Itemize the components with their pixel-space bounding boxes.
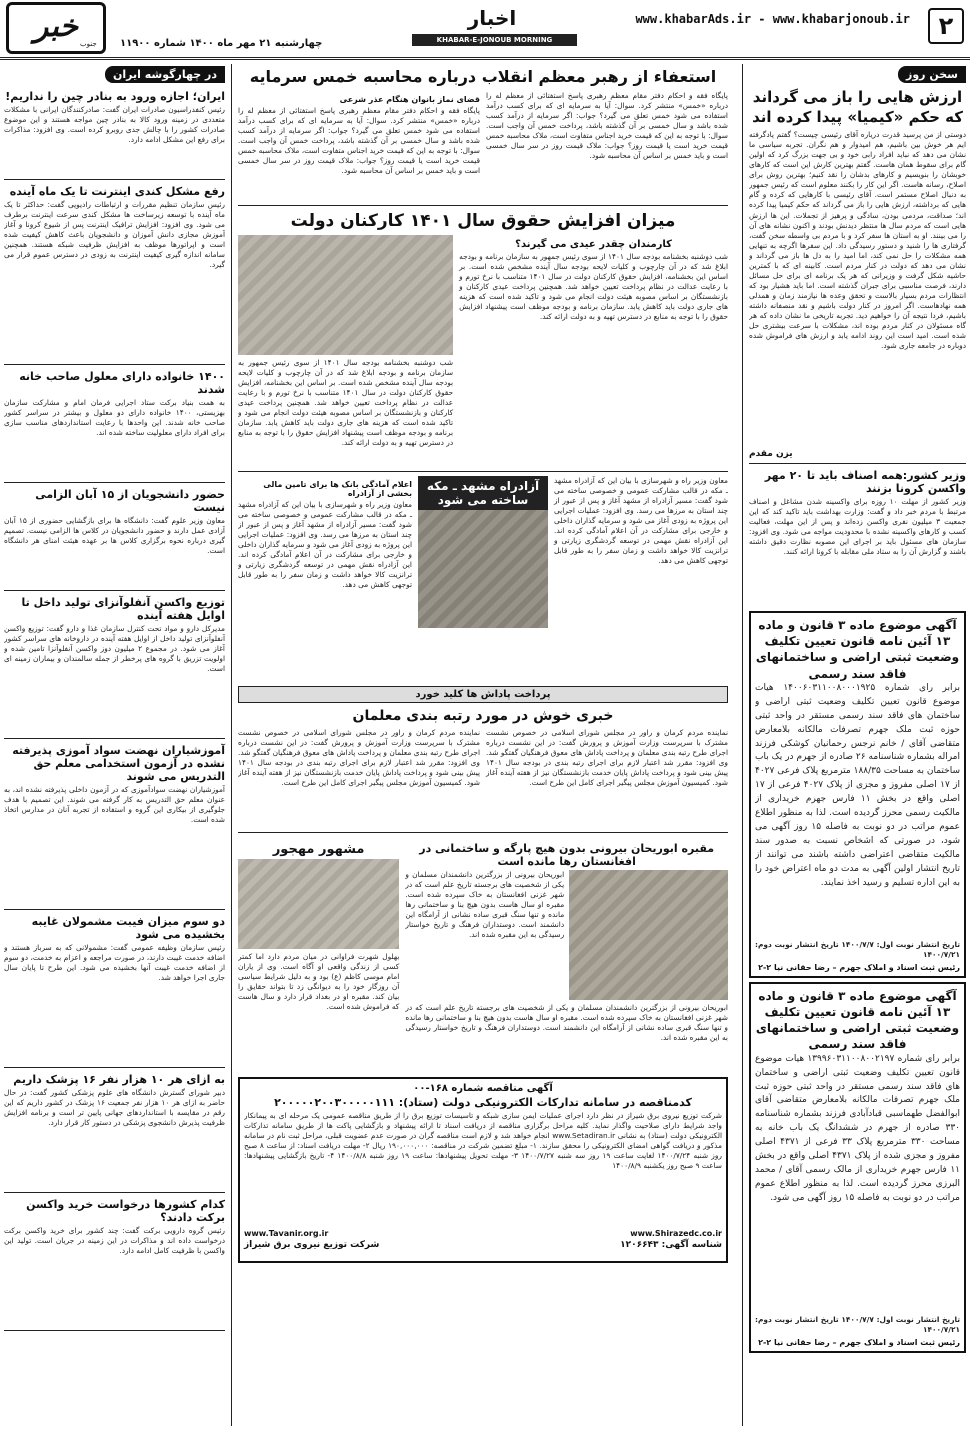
lead-subhead: قضای نماز بانوان هنگام عذر شرعی — [339, 94, 480, 104]
lead-body: پایگاه فقه و احکام دفتر مقام معظم رهبری پاسخ استفتائی از معظم له را درباره «خمس» منتشر کرد. سوال: آیا به سرمایه ای که برای کسب درآمد استفاده می شود خمس تعلق می گیرد؟ جواب: اگر سرمایه از درآمد کسب شده باشد و سال خمسی بر آن گذشته باشد، پرداخت خمس آن واجب است. سوال: با توجه به این که قیمت خرید اجناس متفاوت است، ملاک محاسبه خمس قیمت خرید است یا قیمت روز؟ جواب: ملاک قیمت روز در سر سال خمسی است و باید خمس بر اساس آن محاسبه شود. — [486, 90, 728, 161]
left-news-body: به همت بنیاد برکت ستاد اجرایی فرمان امام و مشارکت سازمان بهزیستی، ۱۴۰۰ خانواده دارای دو معلول و بیشتر در سراسر کشور صاحب خانه شدند. این واحدها با رعایت استانداردهای مناسب سازی برای افراد دارای معلولیت ساخته شده اند. — [4, 398, 225, 438]
masthead — [0, 0, 970, 60]
left-news-item — [4, 488, 225, 591]
left-news-title: رفع مشکل کندی اینترنت تا یک ماه آینده — [9, 185, 225, 198]
left-news-title: ۱۴۰۰ خانواده دارای معلول صاحب خانه شدند — [19, 370, 225, 396]
mashhad-body-cont: معاون وزیر راه و شهرسازی با بیان این که آزادراه مشهد ـ مکه در قالب مشارکت عمومی و خصوصی ساخته می شود گفت: مسیر آزادراه از مشهد آغاز و پس از عبور از چند استان به مرزها می رسد. وی افزود: عملیات اجرایی این پروژه به زودی آغاز می شود و سرمایه گذاران داخلی و خارجی برای مشارکت در آن اعلام آمادگی کرده اند. این آزادراه نقش مهمی در توسعه گردشگری زیارتی و ترانزیت کالا خواهد داشت و زمان سفر را به طور قابل توجهی کاهش می دهد. — [238, 499, 412, 590]
tomb-body-cont: ابوریحان بیرونی از بزرگترین دانشمندان مسلمان و یکی از شخصیت های برجسته تاریخ علم است که در شهر غزنی افغانستان به خاک سپرده شده است. مقبره او سال هاست بدون هیچ بنا و ساختمانی رها مانده و تنها سنگ قبری ساده نشانی از آرامگاه این دانشمند است. دوستداران فرهنگ و تاریخ خواستار رسیدگی به این مقبره شده اند. — [405, 1003, 728, 1043]
vaccine-title: وزیر کشور:همه اصناف باید تا ۲۰ مهر واکسن کرونا بزنند — [764, 469, 966, 495]
editorial-body: دوستی از من پرسید قدرت دریاره آقای رئیسی چیست؟ گفتم یادگرفته ایم هر خوش بین باشیم، هم امیدوار و هم نگران. تجربه سیاسی ما نشان می دهد که نباید افراد رابی خود و بی جهت بزرگ کرد که اولین گام برای سقوط همان هاست. گفتم بهترین کارش این است که کارهای خوبشان را بنویسیم و کارهای بدشان را نقد کنیم؛ بهترین روش برای اصلاح، رسانه هاست. اگر این کار را بکنند معلوم است که رئیس جمهور به دنبال اصلاح مستمر است. آقای رئیسی با کارهایی که کرده و گام هایی که برداشته، ارزش هایی را باز می گرداند که حکم کیمیا پیدا کرده اند؛ صداقت، مردمی بودن، سادگی و پرهیز از تجملات. این ها ارزش هایی است که مردم سال ها منتظر دیدنش بودند و اکنون نشانه های آن را می بینند. او به استان ها سفر کرد و با مردم بی واسطه سخن گفت، گرفتاری ها را شنید و دستور رسیدگی داد. این سفرها اگرچه به تنهایی همه مشکلات را حل نمی کند، اما امید را به دل ها باز می گرداند و نشان می دهد که دولت در کنار مردم است. کابینه ای که با کمترین حاشیه شکل گرفت و وزیرانی که هر یک برنامه ای برای حل مسائل دارند، فرصت مناسبی برای جبران گذشته است. اما باید هشیار بود که انتظارات مردم بسیار بالاست و تحقق وعده ها نیازمند زمان و همدلی همه نهادهاست. اگر امروز در کنار دولت باشیم و نقد منصفانه داشته باشیم، فردا نتیجه آن را خواهیم دید. تجربه تاریخی ما نشان داده که هر گاه مسئولان در کنار مردم بوده اند، مشکلات با سرعت بیشتری حل شده است. امید است این روند ادامه یابد و ارزش های فراموش شده دوباره در جامعه جاری شود. — [749, 130, 966, 351]
salary-body-cont: شب دوشنبه بخشنامه بودجه سال ۱۴۰۱ از سوی رئیس جمهور به سازمان برنامه و بودجه ابلاغ شد که در آن چارچوب و کلیات لایحه بودجه سال آینده مشخص شده است. بر اساس این بخشنامه، افزایش حقوق کارکنان دولت در سال ۱۴۰۱ متناسب با نرخ تورم و با رعایت عدالت در نظام پرداخت تعیین خواهد شد. همچنین پرداخت عیدی کارکنان و بازنشستگان بر اساس مصوبه هیئت دولت انجام می شود و تاکید شده است که هزینه های جاری دولت باید کاهش یابد. سازمان برنامه و بودجه موظف است پیشنهاد افزایش حقوق را با توجه به منابع در دسترس تهیه و به دولت ارائه کند. — [238, 357, 454, 448]
left-news-body: رئیس سازمان وظیفه عمومی گفت: مشمولانی که به سرباز هستند و اضافه خدمت غیبت دارند، در صورت مراجعه و اعزام به خدمت، دو سوم از اضافه خدمت غیبت آنها بخشیده می شود. این طرح تا پایان سال جاری اجرا خواهد شد. — [4, 943, 225, 983]
lead-title: استعفاء از رهبر معظم انقلاب درباره محاسبه خمس سرمایه — [249, 67, 717, 86]
logo-text: خبر — [33, 9, 79, 44]
logo-subtext: جنوب — [80, 40, 97, 48]
left-news-title: توزیع واکسن آنفلوآنزای تولید داخل تا اوایل هفته آینده — [21, 596, 225, 622]
left-news-item — [4, 596, 225, 739]
banknotes-photo — [238, 235, 453, 355]
mashhad-body: معاون وزیر راه و شهرسازی با بیان این که آزادراه مشهد ـ مکه در قالب مشارکت عمومی و خصوصی ساخته می شود گفت: مسیر آزادراه از مشهد آغاز و پس از عبور از چند استان به مرزها می رسد. وی افزود: عملیات اجرایی این پروژه به زودی آغاز می شود و سرمایه گذاران داخلی و خارجی برای مشارکت در آن اعلام آمادگی کرده اند. این آزادراه نقش مهمی در توسعه گردشگری زیارتی و ترانزیت کالا خواهد داشت و زمان سفر را به طور قابل توجهی کاهش می دهد. — [554, 475, 728, 566]
left-news-title: ایران؛ اجازه ورود به بنادر چین را نداریم! — [5, 90, 225, 103]
left-column — [4, 64, 232, 1426]
tender-notice — [238, 1077, 728, 1263]
left-news-item — [4, 1073, 225, 1193]
mashhad-caption: آزادراه مشهد ـ مکه ساخته می شود — [418, 476, 548, 510]
left-news-body: رئیس گروه دارویی برکت گفت: چند کشور برای خرید واکسن برکت درخواست داده اند و مذاکرات در این زمینه در جریان است. تولید این واکسن با ظرفیت کامل ادامه دارد. — [4, 1226, 225, 1256]
tender-body: شرکت توزیع نیروی برق شیراز در نظر دارد اجرای عملیات ایمن سازی شبکه و تاسیسات توزیع برق را از طریق مناقصه عمومی یک مرحله ای به پیمانکار واجد شرایط دارای صلاحیت واگذار نماید. کلیه مراحل برگزاری مناقصه از دریافت اسناد تا ارائه پیشنهاد و بازگشایی پاکت ها از طریق سامانه تدارکات الکترونیکی دولت (ستاد) به نشانی www.Setadiran.ir انجام خواهد شد و لازم است مناقصه گران در صورت عدم عضویت قبلی، مراحل ثبت نام در سامانه مذکور و دریافت گواهی امضای الکترونیکی را محقق سازند. ۱- مبلغ تضمین شرکت در مناقصه: ۱۹۰,۰۰۰,۰۰۰ ریال ۲- مهلت دریافت اسناد: از ساعت ۸ صبح روز شنبه ۱۴۰۰/۷/۲۴ لغایت ساعت ۱۹ روز سه شنبه ۱۴۰۰/۷/۲۷ ۳- مهلت تحویل پیشنهادها: ساعت ۱۹ روز شنبه ۱۴۰۰/۸/۸ ۴- تاریخ بازگشایی پیشنهادها: ساعت ۹ صبح روز یکشنبه ۱۴۰۰/۸/۹ — [244, 1111, 722, 1171]
road-construction-photo — [418, 510, 548, 628]
notice-2-title: آگهی موضوع ماده ۳ قانون و ماده ۱۳ آئین نامه قانون تعیین تکلیف وضعیت ثبتی اراضی و ساختمانهای فاقد سند رسمی — [755, 988, 960, 1052]
website-urls[interactable]: www.khabarAds.ir - www.khabarjonoub.ir — [635, 12, 910, 26]
page-number: ۲ — [928, 8, 964, 44]
right-column — [742, 64, 966, 1426]
vaccine-body: وزیر کشور از مهلت ۱۰ روزه برای واکسینه شدن مشاغل و اصناف مرتبط با مردم خبر داد و گفت: وزارت بهداشت باید تاکید کند که این جمعیت ۳ میلیون نفری واکسن زده‌اند و پس از این مهلت، فعالیت کسب و کارهای واکسینه نشده با محدودیت مواجه می شود. وی افزود: سازمان های مسئول باید بر اجرای این مصوبه نظارت دقیق داشته باشند و گزارش آن را به ستاد ملی مقابله با کرونا ارائه کنند. — [749, 497, 966, 557]
tender-company: شرکت توزیع نیروی برق شیراز — [244, 1240, 380, 1251]
left-news-body: رئیس کنفدراسیون صادرات ایران گفت: صادرکنندگان ایرانی با مشکلات متعددی در زمینه ورود کالا به بنادر چین مواجه هستند و این موضوع صادرات کشور را با چالش جدی روبرو کرده است. وی افزود: مذاکرات برای رفع این مشکل ادامه دارد. — [4, 105, 225, 145]
left-news-body: آموزشیاران نهضت سوادآموزی که در آزمون داخلی پذیرفته نشده اند، به عنوان معلم حق التدریس به کار گرفته می شوند. این تصمیم با هدف جلوگیری از بیکاری این گروه و استفاده از تجربه آنان در مدارس اتخاذ شده است. — [4, 785, 225, 825]
notice-1-sign: رئیس ثبت اسناد و املاک جهرم – رضا حقانی نیا ۲-۲ — [758, 962, 960, 972]
left-news-title: به ازای هر ۱۰ هزار نفر ۱۶ پزشک داریم — [13, 1073, 225, 1086]
left-news-item — [4, 90, 225, 180]
middle-column — [238, 64, 728, 1426]
mashhad-subhead: اعلام آمادگی بانک ها برای تامین مالی بخشی از آزادراه — [263, 479, 412, 498]
editorial-title: ارزش هایی را باز می گرداند که حکم «کیمیا» پیدا کرده اند — [752, 88, 963, 126]
left-news-item — [4, 915, 225, 1068]
notice-2-body: برابر رای شماره ۱۳۹۹۶۰۳۱۱۰۰۸۰۰۲۱۹۷ هیات موضوع قانون تعیین تکلیف وضعیت ثبتی اراضی و ساختمان های فاقد سند رسمی مستقر در واحد ثبتی حوزه ثبت ملک جهرم تصرفات مالکانه بلامعارض متقاضی آقای ابوالفضل طهماسبی قبادآبادی فرزند بشماره شناسنامه ۳۳۰ صادره از جهرم در ششدانگ یک باب خانه به مساحت ۳۳۰ مترمربع پلاک ۳۳ فرعی از ۴۳۷۱ اصلی مفروز و مجزی شده از پلاک ۴۳۷۱ اصلی واقع در بخش ۱۱ فارس جهرم خریداری از مالک رسمی آقای / محمد البرزی محرز گردیده است. لذا به منظور اطلاع عموم مراتب در دو نوبت به فاصله ۱۵ روز آگهی می شود. — [755, 1053, 960, 1203]
tomb-body: ابوریحان بیرونی از بزرگترین دانشمندان مسلمان و یکی از شخصیت های برجسته تاریخ علم است که در شهر غزنی افغانستان به خاک سپرده شده است. مقبره او سال هاست بدون هیچ بنا و ساختمانی رها مانده و تنها سنگ قبری ساده نشانی از آرامگاه این دانشمند است. دوستداران فرهنگ و تاریخ خواستار رسیدگی به این مقبره شده اند. — [405, 870, 565, 940]
left-news-item — [4, 185, 225, 365]
left-news-body: مدیرکل دارو و مواد تحت کنترل سازمان غذا و دارو گفت: توزیع واکسن آنفلوآنزای تولید داخل از اوایل هفته آینده در داروخانه های سراسر کشور آغاز می شود. در مجموع ۲ میلیون دوز واکسن آنفلوآنزا تامین شده و اولویت تزریق با گروه های پرخطر از جمله سالمندان و بیماران زمینه ای است. — [4, 624, 225, 674]
salary-body: شب دوشنبه بخشنامه بودجه سال ۱۴۰۱ از سوی رئیس جمهور به سازمان برنامه و بودجه ابلاغ شد که در آن چارچوب و کلیات لایحه بودجه سال آینده مشخص شده است. بر اساس این بخشنامه، افزایش حقوق کارکنان دولت در سال ۱۴۰۱ متناسب با نرخ تورم و با رعایت عدالت در نظام پرداخت تعیین خواهد شد. همچنین پرداخت عیدی کارکنان و بازنشستگان بر اساس مصوبه هیئت دولت انجام می شود و تاکید شده است که هزینه های جاری دولت باید کاهش یابد. سازمان برنامه و بودجه موظف است پیشنهاد افزایش حقوق را با توجه به منابع در دسترس تهیه و به دولت ارائه کند. — [459, 251, 728, 322]
left-news-item — [4, 1198, 225, 1331]
teacher-body: نماینده مردم کرمان و راور در مجلس شورای اسلامی در خصوص نشست مشترک با سرپرست وزارت آموزش و پرورش گفت: در این نشست درباره اجرای طرح رتبه بندی معلمان و پرداخت پاداش های معوق فرهنگیان گفتگو شد. وی افزود: مقرر شد اعتبار لازم برای اجرای رتبه بندی در بودجه سال ۱۴۰۱ پیش بینی شود و پرداخت پاداش پایان خدمت بازنشستگان نیز از هفته آینده آغاز شود. کمیسیون آموزش مجلس پیگیر اجرای کامل این طرح است. — [486, 728, 728, 788]
salary-subtitle: کارمندان چقدر عیدی می گیرند؟ — [515, 238, 672, 250]
salary-title: میزان افزایش حقوق سال ۱۴۰۱ کارکنان دولت — [290, 210, 676, 231]
editorial-kicker: سخن روز — [898, 66, 966, 83]
notice-2-dates: تاریخ انتشار نوبت اول: ۱۴۰۰/۷/۷ تاریخ انتشار نوبت دوم: ۱۴۰۰/۷/۲۱ — [755, 1314, 961, 1334]
notice-1-body: برابر رای شماره ۱۴۰۰۶۰۳۱۱۰۰۸۰۰۰۱۹۲۵ هیات موضوع قانون تعیین تکلیف وضعیت ثبتی اراضی و ساختمان های فاقد سند رسمی مستقر در واحد ثبتی حوزه ثبت ملک جهرم تصرفات مالکانه بلامعارض متقاضی آقای / خانم نرجس رحمانیان کوشکی فرزند امراله بشماره شناسنامه ۲۶ صادره از جهرم در یک باب ساختمان به مساحت ۱۸۸/۳۵ مترمربع پلاک فرعی ۴۰۲۷ از ۱۷ اصلی مفروز و مجزی از پلاک ۴۰۲۷ فرعی از ۱۷ اصلی واقع در بخش ۱۱ فارس جهرم خریداری از مالکیت رسمی محرز گردیده است. لذا به منظور اطلاع عموم مراتب در دو نوبت به فاصله ۱۵ روز آگهی می شود، در صورتی که اشخاص نسبت به صدور سند مالکیت متقاضی اعتراضی داشته باشند می توانند از تاریخ انتشار اولین آگهی به مدت دو ماه اعتراض خود را به این اداره تسلیم و رسید اخذ نمایند. — [755, 682, 960, 888]
tender-title-2: کدمناقصه در سامانه تدارکات الکترونیکی دولت (ستاد): ۲۰۰۰۰۰۲۰۰۳۰۰۰۰۰۱۱۱ — [274, 1096, 692, 1110]
tender-id: شناسه آگهی: ۱۲۰۶۶۴۳ — [620, 1240, 722, 1251]
notice-1-dates: تاریخ انتشار نوبت اول: ۱۴۰۰/۷/۷ تاریخ انتشار نوبت دوم: ۱۴۰۰/۷/۲۱ — [755, 939, 961, 959]
teacher-body-2: نماینده مردم کرمان و راور در مجلس شورای اسلامی در خصوص نشست مشترک با سرپرست وزارت آموزش و پرورش گفت: در این نشست درباره اجرای طرح رتبه بندی معلمان و پرداخت پاداش های معوق فرهنگیان گفتگو شد. وی افزود: مقرر شد اعتبار لازم برای اجرای رتبه بندی در بودجه سال ۱۴۰۱ پیش بینی شود و پرداخت پاداش پایان خدمت بازنشستگان نیز از هفته آینده آغاز شود. کمیسیون آموزش مجلس پیگیر اجرای کامل این طرح است. — [238, 728, 480, 788]
section-name: اخبار — [467, 6, 517, 30]
left-news-item — [4, 744, 225, 910]
lead-body-2: پایگاه فقه و احکام دفتر مقام معظم رهبری پاسخ استفتائی از معظم له را درباره «خمس» منتشر کرد. سوال: آیا به سرمایه ای که برای کسب درآمد استفاده می شود خمس تعلق می گیرد؟ جواب: اگر سرمایه از درآمد کسب شده باشد و سال خمسی بر آن گذشته باشد، پرداخت خمس آن واجب است. سوال: با توجه به این که قیمت خرید اجناس متفاوت است، ملاک محاسبه خمس قیمت خرید است یا قیمت روز؟ جواب: ملاک قیمت روز در سر سال خمسی است و باید خمس بر اساس آن محاسبه شود. — [238, 105, 480, 176]
editorial-author: یزن مقدم — [749, 449, 793, 459]
tender-title-1: آگهی مناقصه شماره ۱۶۸-۰۰ — [413, 1083, 553, 1095]
left-news-title: کدام کشورها درخواست خرید واکسن برکت دادند؟ — [26, 1198, 225, 1224]
english-tagline: KHABAR-E-JONOUB MORNING NEWSPAPER — [412, 34, 577, 46]
registry-notice-2 — [749, 982, 966, 1353]
tomb-photo-1 — [569, 870, 728, 1000]
left-news-title: حضور دانشجویان از ۱۵ آبان الزامی نیست — [35, 488, 225, 514]
pay-band: پرداخت پاداش ها کلید خورد — [238, 686, 728, 703]
mashhur-title: مشهور مهجور — [272, 842, 365, 858]
left-news-body: دبیر شورای گسترش دانشگاه های علوم پزشکی کشور گفت: در حال حاضر به ازای هر ۱۰ هزار نفر جمعیت ۱۶ پزشک در کشور داریم که این رقم در مقایسه با استانداردهای جهانی پایین تر است و برنامه افزایش ظرفیت پذیرش دانشجوی پزشکی در دستور کار قرار دارد. — [4, 1088, 225, 1128]
notice-1-title: آگهی موضوع ماده ۳ قانون و ماده ۱۳ آئین نامه قانون تعیین تکلیف وضعیت ثبتی اراضی و ساختمانهای فاقد سند رسمی — [755, 618, 960, 681]
left-kicker: در چهارگوشه ایران — [105, 66, 225, 83]
left-news-item — [4, 370, 225, 483]
dateline: چهارشنبه ۲۱ مهر ماه ۱۴۰۰ شماره ۱۱۹۰۰ — [120, 38, 323, 49]
tomb-photo-2 — [238, 859, 399, 949]
mashhur-body: بهلول شهرت فراوانی در میان مردم دارد اما کمتر کسی از زندگی واقعی او آگاه است. وی از یاران امام موسی کاظم (ع) بود و به دلیل شرایط سیاسی آن روزگار خود را به دیوانگی زد تا بتواند حقایق را بیان کند. مقبره او در بغداد قرار دارد و سال هاست که فراموش شده است. — [238, 952, 400, 1012]
left-news-body: معاون وزیر علوم گفت: دانشگاه ها برای بازگشایی حضوری از ۱۵ آبان آزادی عمل دارند و حضور دانشجویان در کلاس ها الزامی نیست. تصمیم گیری درباره نحوه برگزاری کلاس ها بر عهده هیئت امنای هر دانشگاه است. — [4, 516, 225, 556]
left-news-title: دو سوم میزان فیبت مشمولان غایبه بخشیده می شود — [31, 915, 225, 941]
left-news-title: آموزشیاران نهضت سواد آموزی پذیرفته نشده در آزمون استخدامی معلم حق التدریس می شوند — [12, 744, 225, 783]
left-news-body: رئیس سازمان تنظیم مقررات و ارتباطات رادیویی گفت: حداکثر تا یک ماه آینده با توسعه زیرساخت ها مشکل کندی سرعت اینترنت برطرف می شود. وی افزود: افزایش ترافیک اینترنت پس از شیوع کرونا و آغاز آموزش مجازی دانش آموزان و دانشجویان باعث کاهش کیفیت شده است و اپراتورها موظف به افزایش ظرفیت شبکه هستند. همچنین سامانه اندازه گیری کیفیت اینترنت به زودی در دسترس عموم قرار می گیرد. — [4, 200, 225, 270]
tender-url-shirazedc[interactable]: www.Shirazedc.co.ir — [630, 1229, 722, 1239]
tender-url-tavanir[interactable]: www.Tavanir.org.ir — [244, 1229, 329, 1239]
notice-2-sign: رئیس ثبت اسناد و املاک جهرم – رضا حقانی نیا ۲-۲ — [758, 1337, 960, 1347]
tomb-title: مقبره ابوریحان بیرونی بدون هیچ پارگه و ساختمانی در افغانستان رها مانده است — [419, 842, 715, 869]
teacher-title: خبری خوش در مورد رتبه بندی معلمان — [352, 707, 614, 724]
registry-notice-1 — [749, 611, 966, 978]
